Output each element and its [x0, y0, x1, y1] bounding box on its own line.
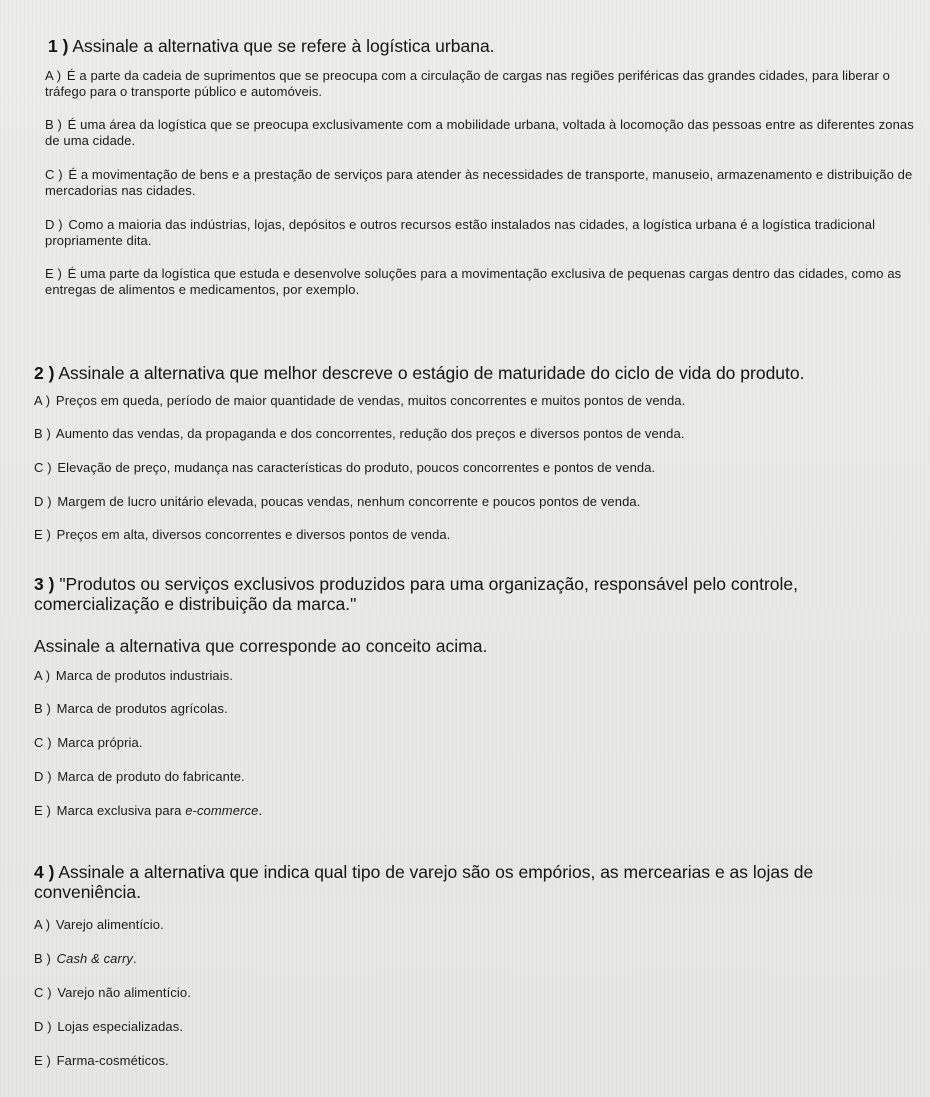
option-a[interactable]	[34, 917, 914, 933]
option-text: Aumento das vendas, da propaganda e dos concorrentes, redução dos preços e diversos pontos de venda.	[55, 426, 685, 441]
option-d[interactable]	[34, 494, 914, 510]
option-text-suffix: .	[132, 951, 137, 966]
option-letter: D )	[34, 769, 52, 784]
option-letter: E )	[45, 266, 62, 281]
option-letter: C )	[34, 985, 52, 1000]
option-text: É uma parte da logística que estuda e desenvolve soluções para a movimentação exclusiva de pequenas cargas dentro das cidades, como as entregas de alimentos e medicamentos, por exemplo.	[45, 266, 902, 297]
option-text: Marca de produtos agrícolas.	[56, 701, 228, 716]
option-text: Marca de produtos industriais.	[55, 668, 234, 683]
option-a[interactable]	[34, 393, 914, 409]
question-2	[34, 363, 914, 543]
option-letter: B )	[34, 426, 51, 441]
option-letter: D )	[34, 1019, 52, 1034]
option-a[interactable]	[34, 668, 914, 684]
option-a[interactable]	[45, 68, 914, 100]
option-letter: E )	[34, 803, 51, 818]
question-3	[34, 574, 914, 819]
option-letter: A )	[45, 68, 62, 83]
question-stem	[48, 36, 914, 56]
question-stem	[34, 862, 914, 902]
question-1	[34, 36, 914, 298]
option-text: É a parte da cadeia de suprimentos que se preocupa com a circulação de cargas nas regiões periféricas das grandes cidades, para liberar o tráfego para o transporte público e automóveis.	[45, 68, 890, 99]
option-text-italic: Cash & carry	[56, 951, 133, 966]
question-prompt: Assinale a alternativa que corresponde ao conceito acima.	[34, 636, 488, 656]
question-stem	[34, 574, 914, 614]
option-text: Marca própria.	[57, 735, 143, 750]
option-letter: B )	[45, 117, 62, 132]
question-number: 1 )	[48, 36, 69, 56]
option-d[interactable]	[45, 217, 914, 249]
option-d[interactable]	[34, 769, 914, 785]
option-text: Marca exclusiva para	[56, 803, 182, 818]
option-text: Elevação de preço, mudança nas características do produto, poucos concorrentes e pontos de venda.	[57, 460, 656, 475]
option-text: É uma área da logística que se preocupa exclusivamente com a mobilidade urbana, voltada à locomoção das pessoas entre as diferentes zonas de uma cidade.	[45, 117, 914, 148]
option-letter: A )	[34, 668, 51, 683]
option-text: Varejo não alimentício.	[57, 985, 191, 1000]
option-text: Preços em alta, diversos concorrentes e diversos pontos de venda.	[56, 527, 451, 542]
option-text: Preços em queda, período de maior quantidade de vendas, muitos concorrentes e muitos pontos de venda.	[55, 393, 686, 408]
option-letter: A )	[34, 917, 51, 932]
option-c[interactable]	[34, 460, 914, 476]
option-text: Margem de lucro unitário elevada, poucas vendas, nenhum concorrente e poucos pontos de venda.	[57, 494, 641, 509]
option-letter: D )	[34, 494, 52, 509]
option-c[interactable]	[34, 985, 914, 1001]
option-e[interactable]	[34, 803, 914, 819]
question-number: 3 )	[34, 574, 55, 594]
option-letter: B )	[34, 951, 51, 966]
option-c[interactable]	[34, 735, 914, 751]
option-letter: E )	[34, 1053, 51, 1068]
option-text: Marca de produto do fabricante.	[57, 769, 245, 784]
option-letter: C )	[34, 460, 52, 475]
option-text-suffix: .	[258, 803, 263, 818]
option-text: Lojas especializadas.	[57, 1019, 184, 1034]
option-letter: C )	[45, 167, 63, 182]
question-text: "Produtos ou serviços exclusivos produzidos para uma organização, responsável pelo controle, comercialização e distribuição da marca."	[34, 574, 799, 614]
option-b[interactable]	[34, 951, 914, 967]
question-4	[34, 862, 914, 1069]
question-text: Assinale a alternativa que melhor descreve o estágio de maturidade do ciclo de vida do produto.	[58, 363, 805, 383]
question-text: Assinale a alternativa que indica qual tipo de varejo são os empórios, as mercearias e as lojas de conveniência.	[34, 862, 814, 902]
option-c[interactable]	[45, 167, 914, 199]
question-stem	[34, 363, 914, 383]
option-e[interactable]	[45, 266, 914, 298]
option-text: Farma-cosméticos.	[56, 1053, 169, 1068]
option-letter: E )	[34, 527, 51, 542]
option-letter: B )	[34, 701, 51, 716]
option-letter: D )	[45, 217, 63, 232]
option-d[interactable]	[34, 1019, 914, 1035]
option-b[interactable]	[45, 117, 914, 149]
option-b[interactable]	[34, 701, 914, 717]
option-text-italic: e-commerce	[185, 803, 259, 818]
question-text: Assinale a alternativa que se refere à logística urbana.	[72, 36, 495, 56]
option-text: Como a maioria das indústrias, lojas, depósitos e outros recursos estão instalados nas cidades, a logística urbana é a logística tradicional propriamente dita.	[45, 217, 876, 248]
option-e[interactable]	[34, 1053, 914, 1069]
option-letter: C )	[34, 735, 52, 750]
question-number: 2 )	[34, 363, 55, 383]
option-b[interactable]	[34, 426, 914, 442]
option-e[interactable]	[34, 527, 914, 543]
question-number: 4 )	[34, 862, 55, 882]
option-letter: A )	[34, 393, 51, 408]
option-text: É a movimentação de bens e a prestação de serviços para atender às necessidades de transporte, manuseio, armazenamento e distribuição de mercadorias nas cidades.	[45, 167, 913, 198]
option-text: Varejo alimentício.	[55, 917, 164, 932]
